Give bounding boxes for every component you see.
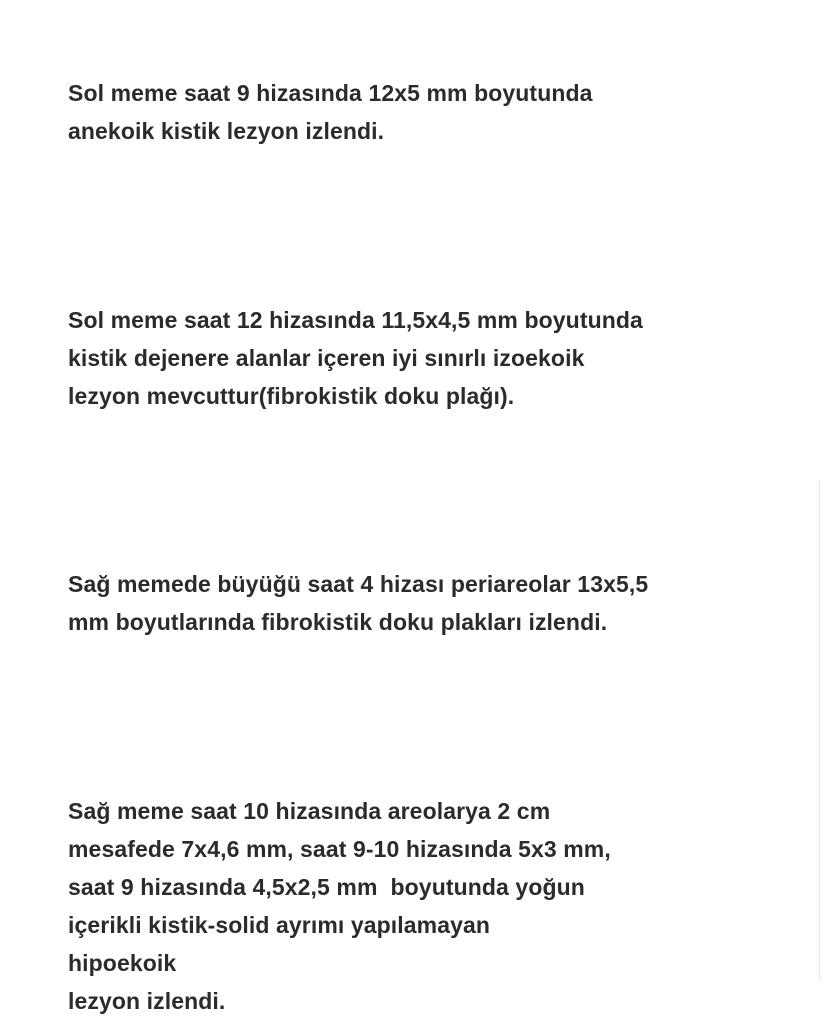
text-line: lezyon mevcuttur(fibrokistik doku plağı).	[68, 383, 515, 409]
page-edge-divider	[819, 480, 820, 980]
text-line: mm boyutlarında fibrokistik doku plakları izlendi.	[68, 609, 608, 635]
text-line: lezyon izlendi.	[68, 988, 226, 1014]
text-line: Sol meme saat 12 hizasında 11,5x4,5 mm boyutunda	[68, 307, 643, 333]
text-line: Sol meme saat 9 hizasında 12x5 mm boyutunda	[68, 80, 593, 106]
text-line: mesafede 7x4,6 mm, saat 9-10 hizasında 5x3 mm,	[68, 836, 611, 862]
text-line: içerikli kistik-solid ayrımı yapılamayan	[68, 912, 491, 938]
finding-paragraph-3	[68, 565, 768, 641]
finding-paragraph-1	[68, 74, 768, 150]
finding-paragraph-4	[68, 792, 768, 1020]
text-line: Sağ meme saat 10 hizasında areolarya 2 cm	[68, 798, 551, 824]
text-line: Sağ memede büyüğü saat 4 hizası periareolar 13x5,5	[68, 571, 649, 597]
text-line: saat 9 hizasında 4,5x2,5 mm boyutunda yoğun	[68, 874, 585, 900]
finding-paragraph-2	[68, 301, 768, 415]
text-line: hipoekoik	[68, 950, 177, 976]
text-line: kistik dejenere alanlar içeren iyi sınırlı izoekoik	[68, 345, 585, 371]
text-line: anekoik kistik lezyon izlendi.	[68, 118, 385, 144]
